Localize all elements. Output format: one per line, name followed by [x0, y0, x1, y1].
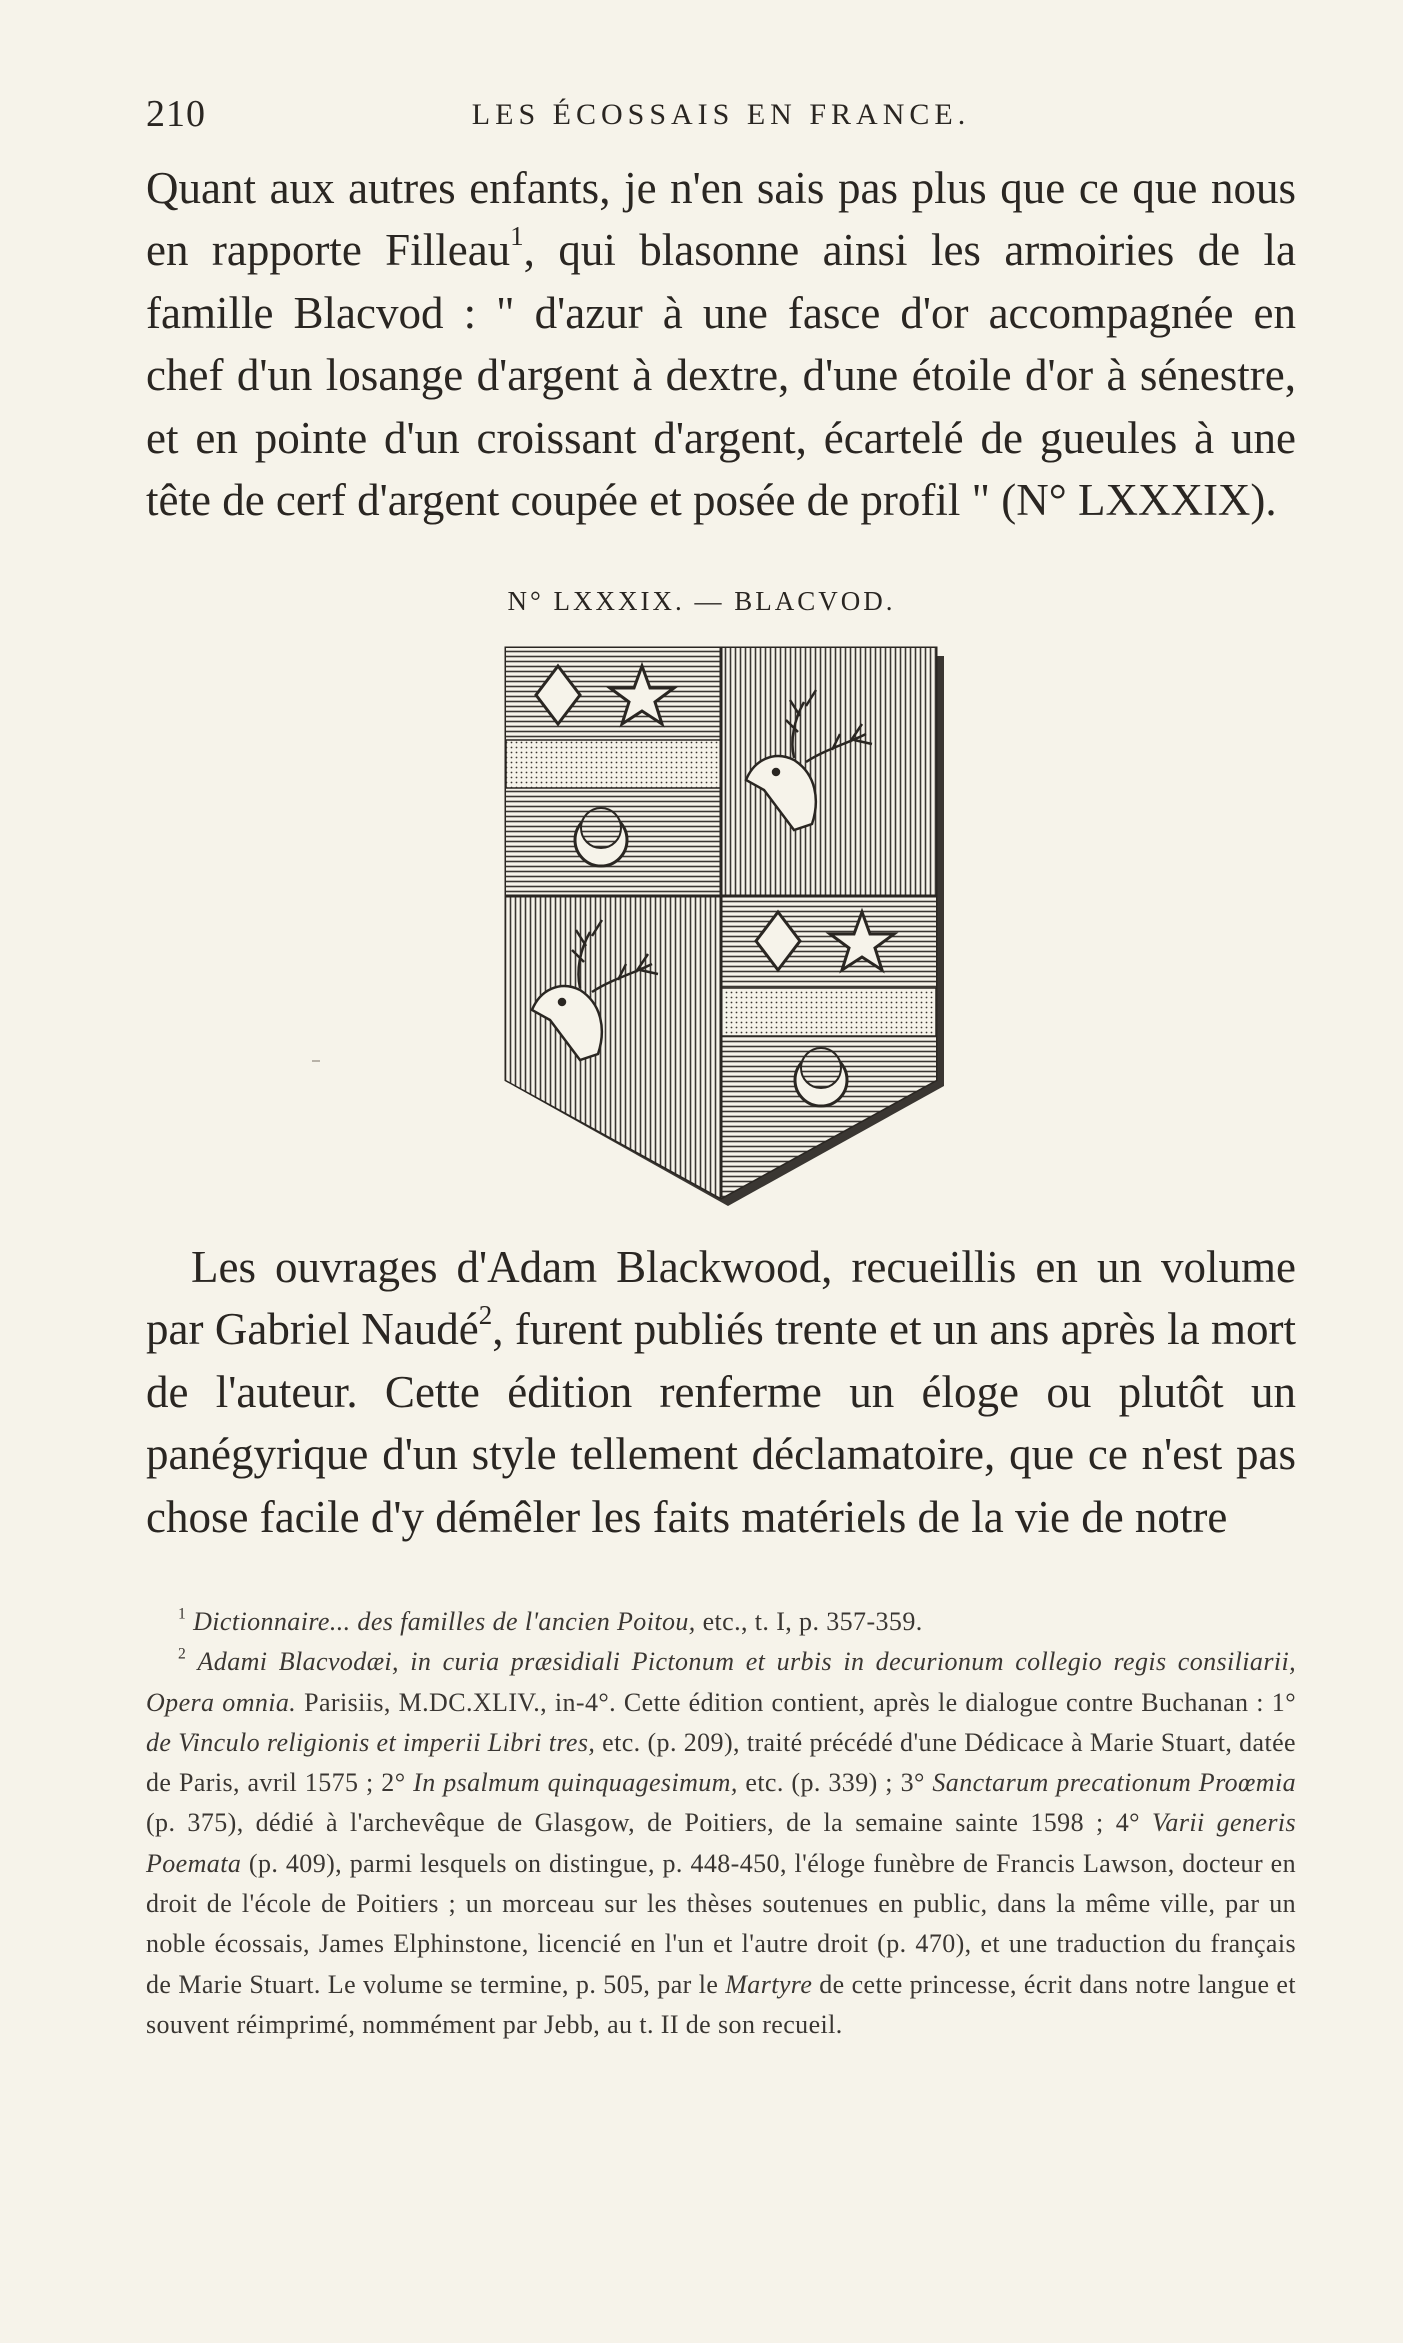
- footnote-1-title: Dictionnaire... des familles de l'ancien Poitou,: [193, 1607, 696, 1636]
- footnote-2-italic-5: Varii generis Poemata: [146, 1808, 1296, 1878]
- margin-mark: [312, 1060, 320, 1062]
- paragraph-2: [146, 1236, 1296, 1548]
- footnote-1-number: 1: [178, 1605, 187, 1623]
- paragraph-1: [146, 157, 1296, 531]
- coat-of-arms-figure: [494, 640, 954, 1210]
- footnote-2-italic-3: In psalmum quinquagesimum,: [413, 1768, 738, 1798]
- footnotes: [146, 1602, 1296, 2045]
- footnote-2-text-2: etc. (p. 209), traité précédé d'une Dédicace à Marie Stuart, datée de Paris, avril 1575 ; 2°: [146, 1727, 1296, 1798]
- paragraph-2-text-b: , furent publiés trente et un ans après la mort de l'auteur. Cette édition renferme un éloge ou plutôt un panégyrique d'un style tellement déclamatoire, que ce n'est pas chose facile d'y démêler les faits matériels de la vie de notre: [146, 1304, 1296, 1542]
- paragraph-2-text-a: Les ouvrages d'Adam Blackwood, recueillis en un volume par Gabriel Naudé: [146, 1242, 1296, 1355]
- footnote-2-italic-6: Martyre: [725, 1969, 813, 1999]
- footnote-2-text-3: etc. (p. 339) ; 3°: [737, 1768, 933, 1798]
- page-header: [146, 92, 1296, 142]
- footnote-2-italic-2: de Vinculo religionis et imperii Libri tres,: [146, 1727, 596, 1757]
- paragraph-1-text-a: Quant aux autres enfants, je n'en sais pas plus que ce que nous en rapporte Filleau: [146, 163, 1296, 276]
- page-number: 210: [146, 93, 206, 135]
- footnote-2-text-1: Parisiis, M.DC.XLIV., in-4°. Cette édition contient, après le dialogue contre Buchanan : 1°: [296, 1687, 1296, 1717]
- footnote-ref-2: 2: [478, 1300, 493, 1331]
- footnote-2: [146, 1642, 1296, 2045]
- footnote-2-text-4: (p. 375), dédié à l'archevêque de Glasgow, de Poitiers, de la semaine sainte 1598 ; 4°: [146, 1808, 1153, 1838]
- footnote-2-italic-4: Sanctarum precationum Proœmia: [932, 1768, 1296, 1798]
- coat-of-arms-illustration: [494, 640, 954, 1210]
- footnote-2-text-5: (p. 409), parmi lesquels on distingue, p. 448-450, l'éloge funèbre de Francis Lawson, docteur en droit de l'école de Poitiers ; un morceau sur les thèses soutenues en public, dans la même ville, par un noble écossais, James Elphinstone, licencié en l'un et l'autre droit (p. 470), et une traduction du français de Marie Stuart. Le volume se termine, p. 505, par le: [146, 1848, 1296, 1999]
- figure-caption: N° LXXXIX. — BLACVOD.: [507, 586, 896, 616]
- footnote-1-text: etc., t. I, p. 357-359.: [695, 1607, 923, 1636]
- footnote-2-italic-1: Adami Blacvodæi, in curia præsidiali Pictonum et urbis in decurionum collegio regis consiliarii, Opera omnia.: [146, 1647, 1296, 1717]
- footnote-ref-1: 1: [510, 221, 524, 252]
- footnote-2-number: 2: [178, 1645, 187, 1663]
- paragraph-1-text-b: , qui blasonne ainsi les armoiries de la famille Blacvod : " d'azur à une fasce d'or accompagnée en chef d'un losange d'argent à dextre, d'une étoile d'or à sénestre, et en pointe d'un croissant d'argent, écartelé de gueules à une tête de cerf d'argent coupée et posée de profil " (N° LXXXIX).: [146, 225, 1297, 526]
- footnote-2-text-6: de cette princesse, écrit dans notre langue et souvent réimprimé, nommément par Jebb, au t. II de son recueil.: [146, 1969, 1296, 2039]
- footnote-1: [146, 1602, 1296, 1642]
- running-title: LES ÉCOSSAIS EN FRANCE.: [471, 98, 971, 131]
